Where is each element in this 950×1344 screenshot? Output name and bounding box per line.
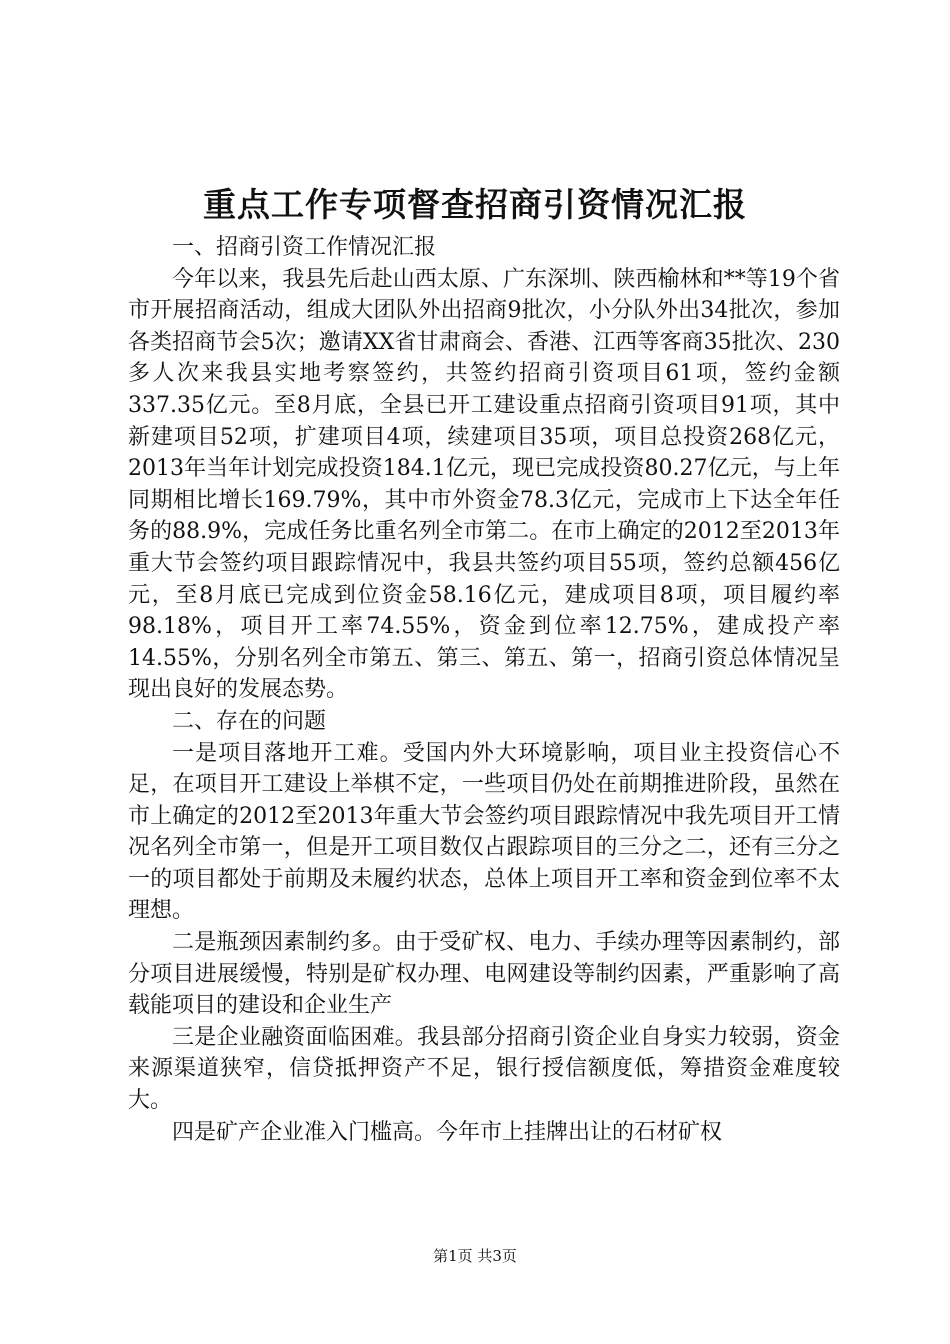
document-title: 重点工作专项督查招商引资情况汇报 <box>203 185 747 224</box>
section-heading-2: 二、存在的问题 <box>172 708 327 734</box>
document-body <box>128 232 840 1148</box>
paragraph-problem-2: 二是瓶颈因素制约多。由于受矿权、电力、手续办理等因素制约，部分项目进展缓慢，特别是矿权办理、电网建设等制约因素，严重影响了高载能项目的建设和企业生产 <box>128 930 840 1019</box>
section-heading-1: 一、招商引资工作情况汇报 <box>172 235 437 260</box>
paragraph-problem-1: 一是项目落地开工难。受国内外大环境影响，项目业主投资信心不足，在项目开工建设上举棋不定，一些项目仍处在前期推进阶段，虽然在市上确定的2012至2013年重大节会签约项目跟踪情况中我先项目开工情况名列全市第一，但是开工项目数仅占跟踪项目的三分之二，还有三分之一的项目都处于前期及未履约状态，总体上项目开工率和资金到位率不太理想。 <box>128 740 840 924</box>
page-number-footer: 第1页 共3页 <box>433 1247 517 1265</box>
paragraph-investment-summary: 今年以来，我县先后赴山西太原、广东深圳、陕西榆林和**等19个省市开展招商活动，组成大团队外出招商9批次，小分队外出34批次，参加各类招商节会5次；邀请XX省甘肃商会、香港、江西等客商35批次、230多人次来我县实地考察签约，共签约招商引资项目61项，签约金额337.35亿元。至8月底，全县已开工建设重点招商引资项目91项，其中新建项目52项，扩建项目4项，续建项目35项，项目总投资268亿元，2013年当年计划完成投资184.1亿元，现已完成投资80.27亿元，与上年同期相比增长169.79%，其中市外资金78.3亿元，完成市上下达全年任务的88.9%，完成任务比重名列全市第二。在市上确定的2012至2013年重大节会签约项目跟踪情况中，我县共签约项目55项，签约总额456亿元，至8月底已完成到位资金58.16亿元，建成项目8项，项目履约率98.18%，项目开工率74.55%，资金到位率12.75%，建成投产率14.55%，分别名列全市第五、第三、第五、第一，招商引资总体情况呈现出良好的发展态势。 <box>128 266 840 703</box>
paragraph-problem-4: 四是矿产企业准入门槛高。今年市上挂牌出让的石材矿权 <box>172 1119 723 1145</box>
paragraph-problem-3: 三是企业融资面临困难。我县部分招商引资企业自身实力较弱，资金来源渠道狭窄，信贷抵押资产不足，银行授信额度低，筹措资金难度较大。 <box>128 1024 840 1114</box>
